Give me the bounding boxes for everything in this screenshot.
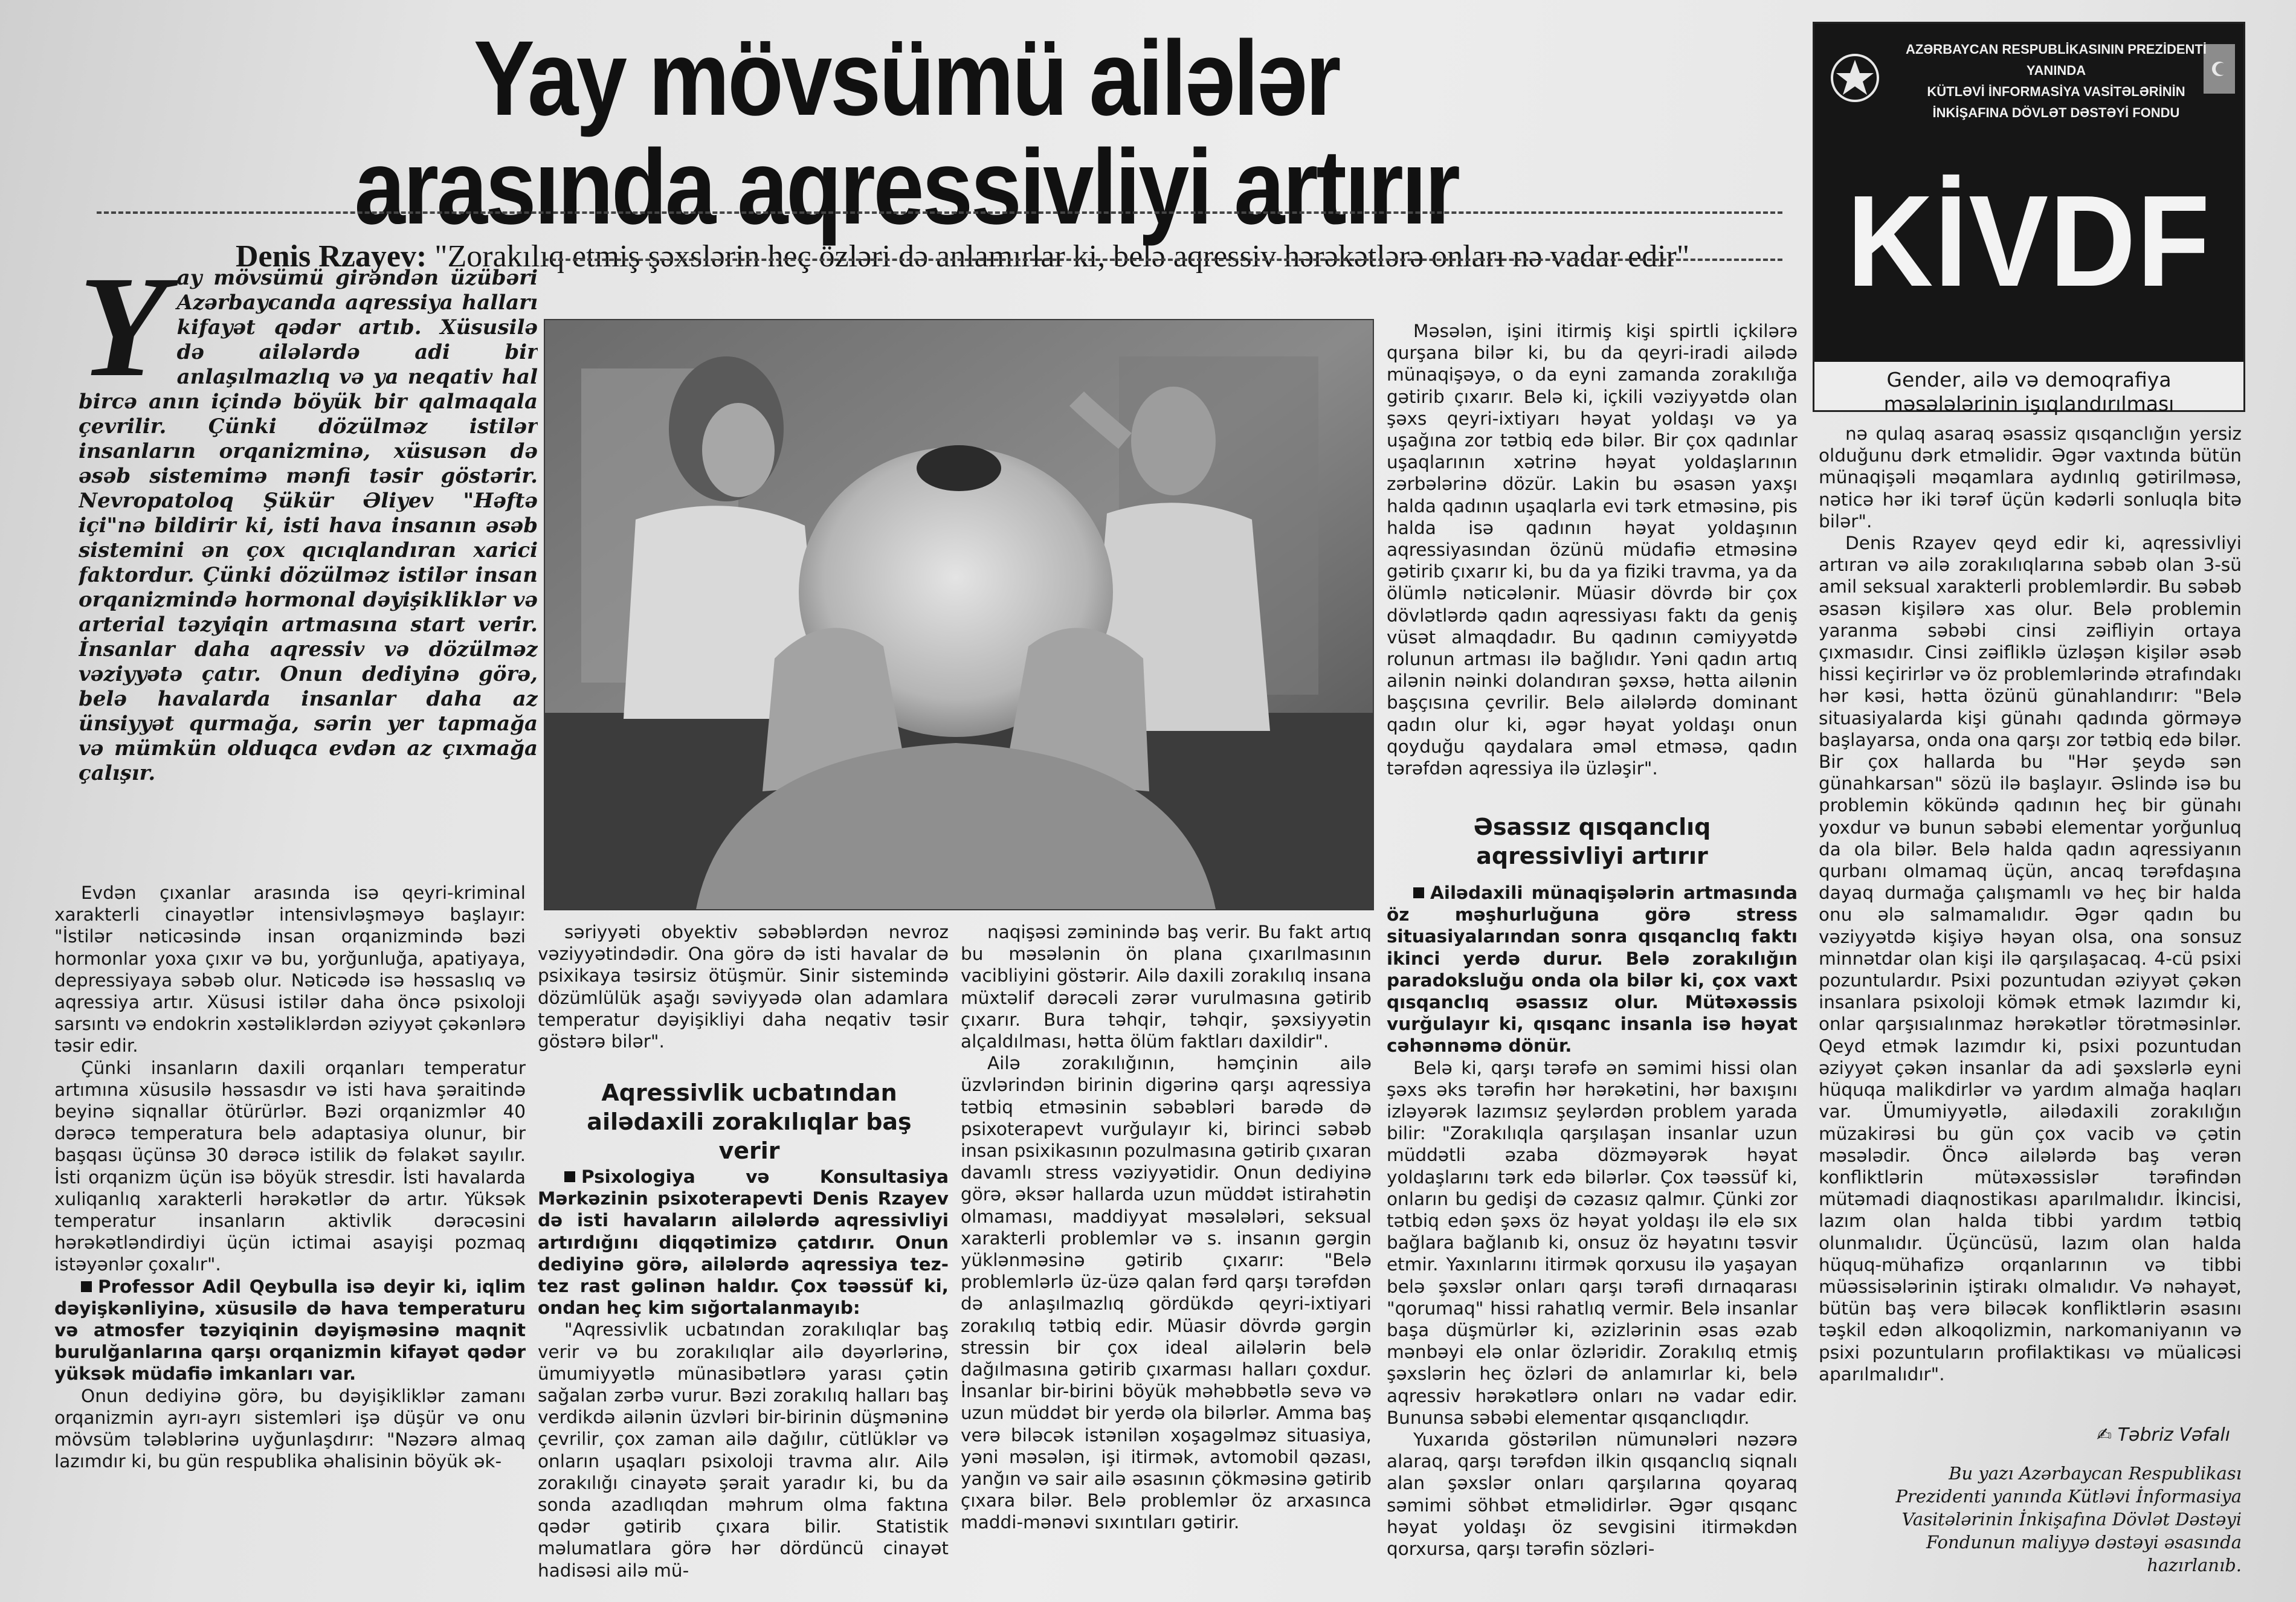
col4-bold-lead-text: Ailədaxili münaqişələrin artmasında öz məşhurluğuna görə stress situasiyalarından sonra qısqanclıq faktı ikinci yerdə durur. Belə zorakılığın paradoksluğu onda ola bilər ki, çox vaxt qısqanclıq əsassız olur. Mütəxəssis vurğulayır ki, qısqanc insanla isə həyat cəhənnəmə dönür. [1387,883,1798,1057]
column-5 [1819,423,2242,1414]
section-title-qisqancliq: Əsassız qısqanclıq aqressivliyi artırır [1473,814,1711,869]
lede-text: ay mövsümü girəndən üzübəri Azərbaycanda aqressiya halları kifayət qədər artıb. Xüsusilə də ailələrdə adi bir anlaşılmazlıq və ya neqativ hal bircə anın içində böyük bir qalmaqala çevrilir. Çünki dözülməz istilər insanların orqanizminə, xüsusən də əsəb sistemimə mənfi təsir göstərir. Nevropatoloq Şükür Əliyev "Həftə içi"nə bildirir ki, isti hava insanın əsəb sistemini ən çox qıcıqlandıran xarici faktordur. Çünki dözülməz istilər insan orqanizmində hormonal dəyişikliklər və arterial təzyiqin artmasına start verir. İnsanlar daha aqressiv və dözülməz vəziyyətə çatır. Onun dediyinə görə, belə havalarda insanlar daha az ünsiyyət qurmağa, sərin yer tapmağa və mümkün olduqca evdən az çıxmağa çalışır. [79,266,538,785]
col4-body: Belə ki, qarşı tərəfə ən səmimi hissi olan şəxs əks tərəfin hər hərəkətini, hər baxışını izləyərək lazımsız şeylərdən problem yarada bilir: "Zorakılıqla qarşılaşan insanlar uzun müddətli əzaba dözməyərək həyat yoldaşlarını tərk edə bilərlər. Çox təəssüf ki, onların bu gedişi də cəzasız qalmır. Çünki zor tətbiq edən şəxs öz həyat yoldaşı ilə elə sıx bağlara bağlanıb ki, onsuz öz həyatını təsvir etmir. Yaxınlarını itirmək qorxusu ilə yaşayan belə şəxslər onları qarşı tərəfi dırnaqarası "qorumaq" hissi rahatlıq vermir. Belə insanlar başa düşmürlər ki, əzizlərinin əsas əzab mənbəyi elə onlar özləridir. Zorakılıq etmiş şəxslərin heç özləri də anlamırlar ki, belə aqressiv hərəkətlərə onları nə vadar edir. Bununsa səbəbi elementar qısqanclıqdır. [1387,1057,1798,1428]
divider-sub [544,259,1782,261]
kivdf-acronym: KİVDF [1846,168,2211,314]
col2-body: "Aqressivlik ucbatından zorakılıqlar baş verir və bu zorakılıqlar ailə dəyərlərinə, ümumiyyətlə münasibətlərə yarası çətin sağalan zərbə vurur. Bəzi zorakılıq halları baş verdikdə ailənin üzvləri bir-birinin düşməninə çevrilir, çox zaman ailə dağılır, cütlüklər və onların uşaqları psixoloji travma alır. Ailə zorakılığı cinayətə şərait yaradır ki, bu da sonda azadlıqdan məhrum olma faktına qədər gətirib çıxara bilir. Statistik məlumatlara görə hər dördüncü cinayət hadisəsi ailə mü- [538,1319,949,1581]
col2-bold-lead [538,1166,949,1319]
article-photo [544,319,1374,910]
col4-top: Məsələn, işini itirmiş kişi spirtli içkilərə qurşana bilər ki, bu da qeyri-iradi ailədə münaqişəyə, o da eyni zamanda zorakılığa gətirib çıxarır. Belə ki, içkili vəziyyətdə olan şəxs qeyri-iхtiyarı həyat yoldaşı və ya uşağına zor tətbiq edə bilər. Bir çox qadınlar uşaqlarının xətrinə həyat yoldaşlarının zərbələrinə dözür. Lakin bu əsasən yaxşı halda qadının uşaqlarla evi tərk etməsinə, pis halda isə qadının həyat yoldaşının aqressiyasından özünü müdafiə etməsinə gətirib çıxarır ki, bu da ya fiziki travma, ya da ölümlə nəticələnir. Müasir dövrdə bir çox dövlətlərdə qadın aqressiyası faktı da geniş vüsət almaqdadır. Bu qadının cəmiyyətdə rolunun artması ilə bağlıdır. Yəni qadın artıq ailənin nəinki dolandıran şəxsə, hətta ailənin başçısına çevrilir. Belə ailələrdə dominant qadın olur ki, əgər həyat yoldaşı onun qoyduğu qaydalara əməl etməsə, qadın tərəfdən aqressiya ilə üzləşir". [1387,321,1798,779]
col4-last: Yuxarıda göstərilən nümunələri nəzərə alaraq, qarşı tərəfdən ilkin qısqanclıq siqnalı alan şəxslər onları qarşılarına qoyaraq səmimi söhbət etməlidirlər. Əgər qısqanc həyat yoldaşı öz sevgisini itirməkdən qorxursa, qarşı tərəfin sözləri- [1387,1429,1798,1560]
org-line-1: AZƏRBAYCAN RESPUBLİKASININ PREZİDENTİ YANINDA [1906,42,2207,78]
article-headline [257,19,1556,246]
org-line-3: İNKİŞAFINA DÖVLƏT DƏSTƏYİ FONDU [1932,105,2180,120]
kivdf-sponsor-box [1813,22,2245,416]
col1-bold-lead-text: Professor Adil Qeybulla isə deyir ki, iqlim dəyişkənliyinə, xüsusilə də hava temperaturu və atmosfer təzyiqinin dəyişməsinə maqnit burulğanlarına qarşı orqanizmin kifayət qədər yüksək müdafiə imkanları var. [54,1276,526,1385]
col2-top: səriyyəti obyektiv səbəblərdən nevroz vəziyyətindədir. Ona görə də isti havalar də psixikaya təsirsiz ötüşmür. Sinir sistemində dözümlülük aşağı səviyyədə olan adamlara temperatur dəyişikliyi daha neqativ təsir göstərə bilər". [538,922,949,1052]
col5-paragraph-2: Denis Rzayev qeyd edir ki, aqressivliyi artıran və ailə zorakılıqlarına səbəb olan 3-sü amil seksual xarakterli problemlərdir. Bu səbəb əsasən kişilərə xas olur. Belə problemin yaranma səbəbi cinsi zəifliyin ortaya çıxmasıdır. Cinsi zəifliklə üzləşən kişilər əsəb hissi keçirirlər və öz problemlərində ətrafındakı hər kəsi, hətta özünü günahlandırır: "Belə situasiyalarda kişi günahı qadında görməyə başlayarsa, onda ona qarşı zor tətbiq edə bilər. Bir çox hallarda bu "Hər şeydə sən günahkarsan" sözü ilə başlayır. Əslində isə bu problemin kökündə qadının heç bir günahı yoxdur və bunun səbəbi elementar yorğunluq da ola bilər. Belə halda qadın aqressiyanın qurbanı olmamaq üçün, ancaq tərəfdaşına dayaq durmağa çalışmamlı və heç bir halda onu ələ salmamalıdır. Əgər qadın bu vəziyyətdə kişiyə həyan olsa, ona sonsuz minnətdar olan kişi ilə qarşılaşacaq. 4-cü psixi pozuntulardır. Psixi pozuntudan əziyyət çəkən insanlara psixoloji kömək etmək lazımdır ki, onlar qarşısıalınmaz hərəkətlər törətməsinlər. Qeyd etmək lazımdır ki, psixi pozuntudan əziyyət çəkən insanlar da adi şəxslərlə eyni hüquqa malikdirlər və yardım almağa haqları var. Ümumiyyətlə, ailədaxili zorakılığın müzakirəsi bu gün çox vacib və çətin məsələdir. Öncə ailələrdə baş verən konfliktlərin mütəxəssislər tərəfindən mütəmadi diaqnostikası aparılmalıdır. İkincisi, lazım olan halda tibbi yardım tətbiq olunmalıdır. Üçüncüsü, lazım olan halda hüquq-mühafizə orqanlarının və tibbi müəssisələrinin iştirakı olmalıdır. Və nəhayət, bütün baş verə biləcək konfliktlərin əsasını təşkil edən alkoqolizmin, narkomaniyanın və psixi pozuntuların profilaktikası və müalicəsi aparılmalıdır". [1819,533,2242,1385]
pen-icon: ✍ [2097,1424,2118,1446]
headline-line-1: Yay mövsümü ailələr [473,19,1340,138]
column-4 [1387,320,1798,803]
bullet-square-icon [81,1281,92,1292]
col2-bold-lead-text: Psixologiya və Konsultasiya Mərkəzinin psixoterapevti Denis Rzayev də isti havaların ailələrdə aqressivliyi artırdığını diqqətimizə çatdırır. Onun dediyinə görə, ailələrdə aqressiya tez-tez rast gəlinən haldır. Çox təəssüf ki, ondan heç kim sığortalanmayıb: [538,1166,949,1319]
org-line-2: KÜTLƏVİ İNFORMASİYA VASİTƏLƏRİNİN [1927,84,2185,99]
col1-paragraph-1: Evdən çıxanlar arasında isə qeyri-kriminal xarakterli cinayətlər intensivləşməyə başlayır: "İstilər nəticəsində insan orqanizmində bəzi hormonlar yoxa çıxır və bu, yorğunluğa, apatiyaya, depressiyaya səbəb olur. Nəticədə isə həssaslıq və aqressiya artır. Xüsusi istilər daha öncə psixoloji sarsıntı və endokrin xəstəliklərdən əziyyət çəkənlərə təsir edir. [54,883,526,1057]
kivdf-org-name [1887,39,2225,123]
author-byline [2097,1424,2230,1446]
kivdf-caption: Gender, ailə və demoqrafiya məsələlərinin işıqlandırılması [1883,368,2175,416]
lede-paragraph [79,266,538,876]
col5-paragraph-1: nə qulaq asaraq əsassiz qısqanclığın yersiz olduğunu dərk etməlidir. Əgər vaxtında bütün münaqişəli məqamlara aydınlıq gətirilməsə, nəticə hər iki tərəf üçün kədərli sonluqla bitə bilər". [1819,423,2242,532]
bullet-square-icon [1413,887,1424,898]
emblem-icon [1828,42,1882,114]
bullet-square-icon [564,1171,575,1182]
col1-bold-lead [54,1276,526,1385]
subhead-name: Denis Rzayev: [236,239,427,274]
photo-illustration [545,320,1373,909]
col1-paragraph-2: Çünki insanların daxili orqanları temperatur artımına xüsusilə həssasdır və isti hava şəraitində beyinə siqnallar ötürürlər. Bəzi orqanizmlər 40 dərəcə temperatura belə adaptasiya olunur, bir başqası üçünsə 30 dərəcə istilik də fəlakət sayılır. İsti orqanizm üçün isə böyük stresdir. İsti havalarda xuliqanlıq xarakterli hərəkətlər də artır. Yüksək temperatur insanların aktivlik dərəcəsini hərəkətləndirdiyi üçün ictimai asayişi pozmaq istəyənlər çoxalır". [54,1057,526,1275]
section-title-aqressivlik: Aqressivlik ucbatından ailədaxili zorakılıqlar baş verir [587,1079,912,1164]
subhead-quote: "Zorakılıq etmiş şəxslərin heç özləri də anlamırlar ki, belə aqressiv hərəkətlərə onları nə vadar edir" [434,239,1690,274]
col3-paragraph-2: Ailə zorakılığının, həmçinin ailə üzvlərindən birinin digərinə qarşı aqressiya tətbiq etməsinin səbəbləri barədə də psixoterapevt vurğulayır ki, birinci səbəb insan psixikasının pozulmasına gətirib çıxaran davamlı stress vəziyyətidir. Onun dediyinə görə, əksər hallarda uzun müddət istirahətin olmaması, maddiyyat məsələləri, seksual xarakterli problemlər və s. insanın gərgin yüklənməsinə gətirib çıxarır: "Belə problemlərlə üz-üzə qalan fərd qarşı tərəfdən də anlaşılmazlıq gördükdə qeyri-iхtiyari zorakılıq tətbiq edir. Müasir dövrdə gərgin stressin bir çox ideal ailələrin belə dağılmasına gətirib çıxarması halları çoxdur. İnsanlar bir-birini böyük məhəbbətlə sevə və uzun müddət bir yerdə ola bilərlər. Amma baş verə biləcək istənilən xoşagəlməz situasiya, yəni məsələn, işi itirmək, avtomobil qəzası, yanğın və sair ailə əsasının çökməsinə gətirib çıxara bilər. Belə problemlər öz arxasınca maddi-mənəvi sıxıntıları gətirir. [961,1053,1372,1533]
author-name: Təbriz Vəfalı [2117,1424,2231,1446]
col4-bold-lead [1387,882,1798,1057]
column-3 [961,921,1372,1601]
column-1 [54,882,526,1601]
headline-line-2: arasında aqressivliyi artırır [354,128,1459,246]
kivdf-banner [1814,24,2243,362]
divider-top [97,211,1782,214]
funding-footnote: Bu yazı Azərbaycan Respublikası Prezidenti yanında Kütləvi İnformasiya Vasitələrinin İnkişafına Dövlət Dəstəyi Fondunun maliyyə dəstəyi əsasında hazırlanıb. [1895,1463,2242,1575]
dropcap: Y [79,266,167,407]
col3-paragraph-1: naqişəsi zəminində baş verir. Bu fakt artıq bu məsələnin ön plana çıxarılmasının vacibliyini göstərir. Ailə daxili zorakılıq insana müxtəlif dərəcəli zərər vurulmasına gətirib çıxarır. Bura təhqir, təhqir, şəxsiyyətin alçaldılması, hətta ölüm faktları daxildir". [961,922,1372,1052]
col1-tail: Onun dediyinə görə, bu dəyişikliklər zamanı orqanizmin ayrı-ayrı sistemləri işə düşür və onu mövsüm tələblərinə uyğunlaşdırır: "Nəzərə almaq lazımdır ki, bu gün respublika əhalisinin böyük ək- [54,1385,526,1472]
column-4-lower [1387,882,1798,1601]
column-2-lower [538,1166,949,1601]
